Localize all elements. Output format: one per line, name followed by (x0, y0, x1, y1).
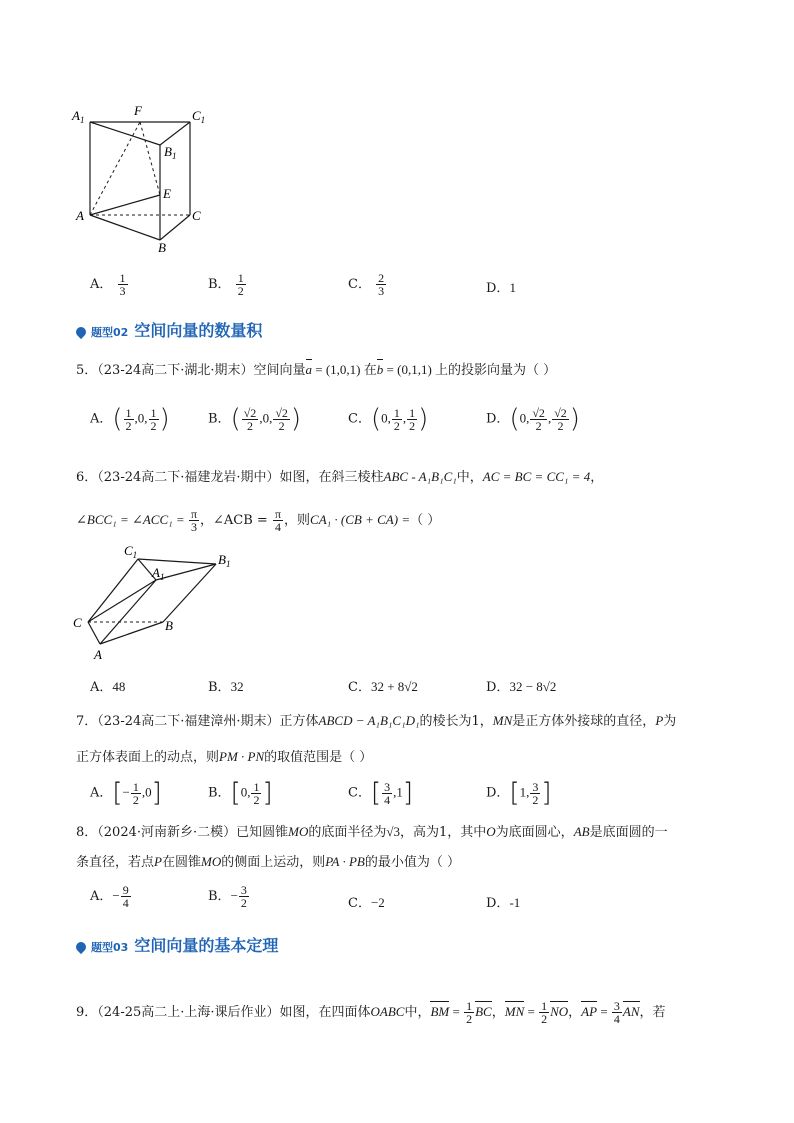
q5-option-d[interactable]: D．(0, $\frac{√2}{2}$ , $\frac{√2}{2}$ ) (486, 404, 580, 434)
label-b: B (158, 240, 166, 255)
q5-option-a[interactable]: A．( $\frac{1}{2}$ ,0, $\frac{1}{2}$ ) (90, 404, 170, 434)
question-6-line-1: 6．（23-24高二下·福建龙岩·期中）如图，在斜三棱柱ABC - A₁B₁C₁中，AC = BC = CC₁ = 4， (76, 469, 604, 485)
q8-option-a[interactable]: A．− $\frac{9}{4}$ (90, 883, 129, 910)
location-pin-icon (74, 939, 88, 953)
label-a1: $A_1$ (72, 108, 85, 125)
edge-ca (88, 622, 100, 644)
label-a: A (76, 208, 84, 223)
section-header-2: 题型02 空间向量的数量积 (76, 318, 262, 341)
q8-option-b[interactable]: B．− $\frac{3}{2}$ (208, 883, 247, 910)
question-8-line-2: 条直径，若点P在圆锥MO的侧面上运动，则PA · PB的最小值为（ ） (76, 854, 460, 870)
location-pin-icon (74, 324, 88, 338)
q8-option-c[interactable]: C．−2 (348, 895, 385, 911)
dashed-fe (140, 122, 160, 195)
q4-option-c[interactable]: C． $\frac{2}{3}$ (348, 271, 385, 298)
label-c1: $C_1$ (124, 543, 138, 560)
q7-option-d[interactable]: D．[1, $\frac{3}{2}$ ] (486, 778, 552, 808)
label-b1: $B_1$ (218, 552, 231, 569)
label-a: A (94, 647, 102, 662)
q6-option-c[interactable]: C．32 + 8√2 (348, 679, 418, 695)
label-f: F (134, 103, 142, 118)
label-c: C (73, 615, 82, 630)
question-8-line-1: 8．（2024·河南新乡·二模）已知圆锥MO的底面半径为√3，高为1，其中O为底面圆心，AB是底面圆的一 (76, 824, 668, 840)
q6-option-b[interactable]: B．32 (208, 679, 244, 695)
label-b: B (165, 618, 173, 633)
segment-ca1 (88, 580, 156, 622)
q5-option-c[interactable]: C．(0, $\frac{1}{2}$ , $\frac{1}{2}$ ) (348, 404, 429, 434)
edge-cc1 (88, 559, 138, 622)
q5-option-b[interactable]: B．( $\frac{√2}{2}$ ,0, $\frac{√2}{2}$ ) (208, 404, 302, 434)
label-c1: $C_1$ (192, 108, 206, 125)
q4-option-d[interactable]: D．1 (486, 280, 516, 296)
question-6-line-2: ∠BCC₁ = ∠ACC₁ = $\frac{\pi}{3}$ ，∠ACB = $\frac{\pi}{4}$ ，则CA₁ · (CB + CA) =（ ） (76, 507, 441, 534)
section-header-3: 题型03 空间向量的基本定理 (76, 933, 278, 956)
question-7-line-1: 7．（23-24高二下·福建漳州·期末）正方体ABCD − A₁B₁C₁D₁的棱长为1，MN是正方体外接球的直径，P为 (76, 713, 677, 729)
edge-a1b1 (156, 564, 216, 580)
q6-option-d[interactable]: D．32 − 8√2 (486, 679, 557, 695)
label-c: C (192, 208, 201, 223)
q4-option-a[interactable]: A． $\frac{1}{3}$ (90, 271, 126, 298)
segment-ae (90, 195, 160, 215)
q7-option-a[interactable]: A．[− $\frac{1}{2}$ ,0] (90, 778, 162, 808)
edge-c1b1 (160, 122, 190, 145)
question-7-line-2: 正方体表面上的动点，则PM · PN的取值范围是（ ） (76, 749, 373, 765)
q7-option-b[interactable]: B．[0, $\frac{1}{2}$ ] (208, 778, 273, 808)
label-a1: $A_1$ (152, 565, 165, 582)
edge-cb (160, 215, 190, 240)
q7-option-c[interactable]: C．[ $\frac{3}{4}$ ,1] (348, 778, 414, 808)
edge-bb1 (163, 564, 216, 622)
q4-option-b[interactable]: B． $\frac{1}{2}$ (208, 271, 244, 298)
question-5: 5．（23-24高二下·湖北·期末）空间向量a = (1,0,1) 在b = (0,1,1) 上的投影向量为（ ） (76, 362, 557, 378)
q6-option-a[interactable]: A．48 (90, 679, 126, 695)
edge-ab (90, 215, 160, 240)
label-e: E (163, 186, 171, 201)
oblique-prism-figure (68, 542, 248, 667)
edge-c1b1 (138, 559, 216, 564)
prism-figure (68, 100, 218, 260)
q8-option-d[interactable]: D．-1 (486, 895, 521, 911)
question-9: 9．（24-25高二上·上海·课后作业）如图，在四面体OABC中，BM = $\frac{1}{2}$ BC，MN = $\frac{1}{2}$ NO，AP = $\frac{3}{4}$ AN，若 (76, 999, 666, 1026)
label-b1: $B_1$ (164, 144, 177, 161)
edge-a1b1 (90, 122, 160, 145)
